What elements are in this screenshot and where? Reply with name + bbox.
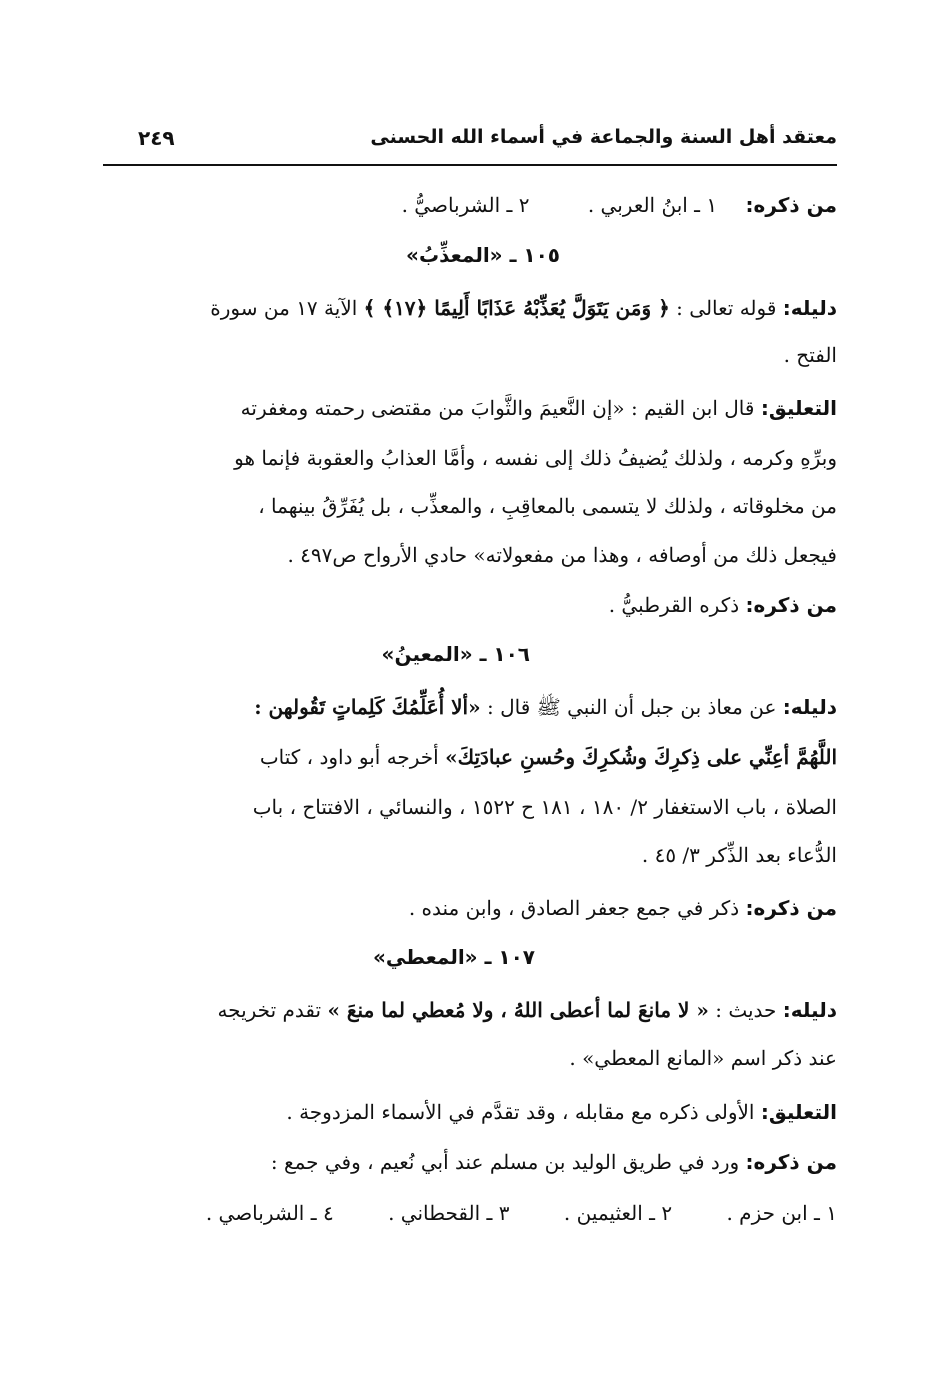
comment-label: التعليق: — [760, 1100, 837, 1124]
mentioned-item: ١ ـ ابنُ العربي . — [587, 193, 718, 217]
s106-evidence-line-3: الصلاة ، باب الاستغفار ٢/ ١٨٠ ، ١٨١ ح ١٥٢٢ ، والنسائي ، الافتتاح ، باب — [252, 795, 837, 819]
s105-comment-line-4: فيجعل ذلك من أوصافه ، وهذا من مفعولاته» حادي الأرواح ص٤٩٧ . — [287, 543, 837, 567]
mentioned-text: ورد في طريق الوليد بن مسلم عند أبي نُعيم ، وفي جمع : — [270, 1150, 740, 1174]
quran-verse: ﴿ وَمَن يَتَوَلَّ يُعَذِّبْهُ عَذَابًا أَلِيمًا ﴿١٧﴾ ﴾ — [363, 296, 670, 320]
s107-evidence-line-2: عند ذكر اسم «المانع المعطي» . — [569, 1046, 837, 1070]
s106-mentioned-line — [138, 893, 837, 923]
mentioned-label: من ذكره: — [745, 593, 837, 617]
section-heading-106: ١٠٦ ـ «المعينُ» — [381, 642, 530, 666]
mentioned-text: ذكر في جمع جعفر الصادق ، وابن منده . — [408, 896, 740, 920]
s105-evidence-line-2: الفتح . — [783, 343, 837, 367]
s106-evidence-line-2 — [138, 742, 837, 772]
mentioned-label: من ذكره: — [745, 1150, 837, 1174]
evidence-label: دليله: — [782, 296, 837, 320]
mentioned-label: من ذكره: — [745, 896, 837, 920]
mentioned-item: ٤ ـ الشرباصي . — [205, 1201, 334, 1225]
mentioned-item: ١ ـ ابن حزم . — [726, 1201, 837, 1225]
evidence-text: الآية ١٧ من سورة — [210, 296, 358, 320]
hadith-text: «ألا أُعَلِّمُكَ كَلِماتٍ تَقُولهن : — [254, 695, 481, 719]
s105-comment-line-2: وبرِّهِ وكرمه ، ولذلك يُضيفُ ذلك إلى نفسه ، وأمَّا العذابُ والعقوبة فإنما هو — [234, 446, 837, 470]
evidence-text: قوله تعالى : — [676, 296, 777, 320]
hadith-text: « لا مانعَ لما أعطى اللهُ ، ولا مُعطي لما منعَ » — [327, 998, 709, 1022]
page-number: ٢٤٩ — [138, 126, 175, 150]
mentioned-item: ٢ ـ الشرباصيُّ . — [401, 193, 530, 217]
s106-evidence-line-4: الدُّعاء بعد الذِّكر ٣/ ٤٥ . — [641, 843, 837, 867]
s105-comment-line-3: من مخلوقاته ، ولذلك لا يتسمى بالمعاقِبِ ، والمعذِّب ، بل يُفَرِّقُ بينهما ، — [258, 494, 837, 518]
s105-evidence-line-1 — [138, 293, 837, 323]
s105-mentioned-line — [138, 590, 837, 620]
section-heading-105: ١٠٥ ـ «المعذِّبُ» — [406, 243, 560, 267]
header-rule — [103, 164, 837, 166]
comment-label: التعليق: — [760, 396, 837, 420]
s107-mentioned-list — [138, 1198, 837, 1228]
evidence-text: أخرجه أبو داود ، كتاب — [259, 745, 439, 769]
s107-evidence-line-1 — [138, 995, 837, 1025]
evidence-label: دليله: — [782, 695, 837, 719]
section-heading-107: ١٠٧ ـ «المعطي» — [372, 945, 535, 969]
evidence-text: عن معاذ بن جبل أن النبي ﷺ قال : — [486, 695, 777, 719]
mentioned-text: ذكره القرطبيُّ . — [608, 593, 740, 617]
s105-prev-mentioned-line — [402, 190, 837, 220]
mentioned-label: من ذكره: — [745, 193, 837, 217]
s107-comment-line — [138, 1097, 837, 1127]
evidence-text: حديث : — [715, 998, 777, 1022]
hadith-text: اللَّهُمَّ أعِنِّي على ذِكرِكَ وشُكرِكَ وحُسنِ عبادَتِكَ» — [445, 745, 837, 769]
evidence-label: دليله: — [782, 998, 837, 1022]
running-header-title: معتقد أهل السنة والجماعة في أسماء الله الحسنى — [370, 126, 837, 148]
comment-text: الأولى ذكره مع مقابله ، وقد تقدَّم في الأسماء المزدوجة . — [286, 1100, 755, 1124]
comment-text: قال ابن القيم : «إن النَّعيمَ والثَّوابَ من مقتضى رحمته ومغفرته — [240, 396, 755, 420]
evidence-text: تقدم تخريجه — [217, 998, 322, 1022]
s106-evidence-line-1 — [138, 692, 837, 722]
mentioned-item: ٣ ـ القحطاني . — [388, 1201, 510, 1225]
s105-comment-line-1 — [138, 393, 837, 423]
mentioned-item: ٢ ـ العثيمين . — [563, 1201, 673, 1225]
s107-mentioned-line — [138, 1147, 837, 1177]
